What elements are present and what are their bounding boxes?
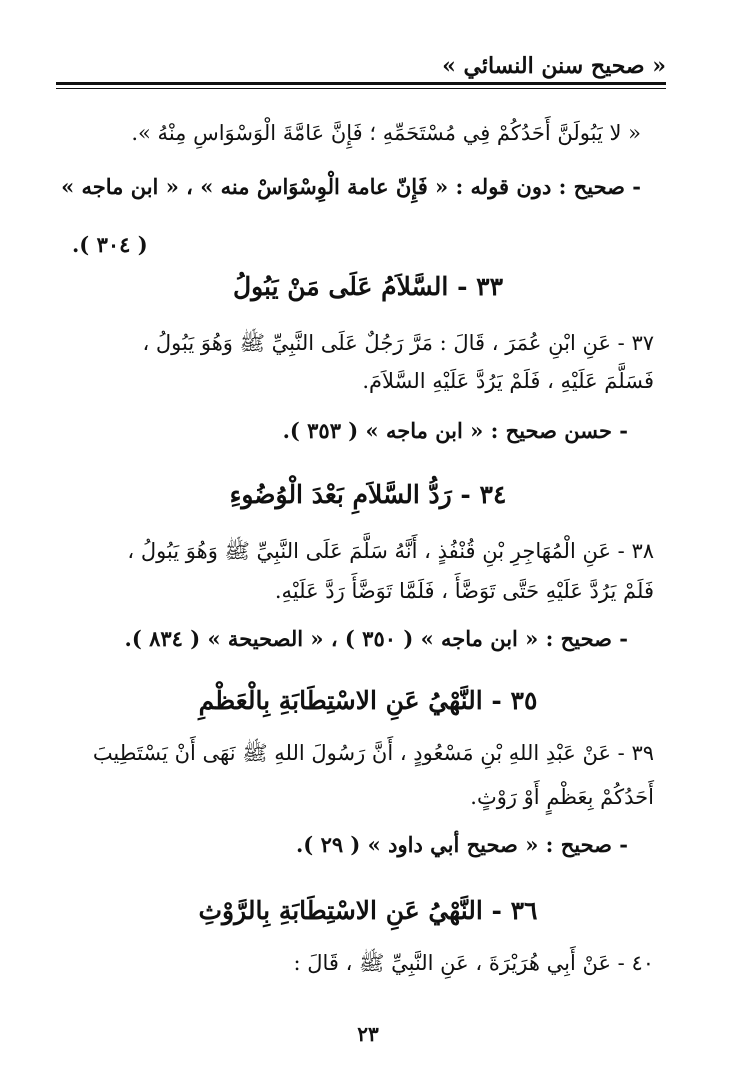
hadith36-text-line1: « لا يَبُولَنَّ أَحَدُكُمْ فِي مُسْتَحَمِّهِ ؛ فَإِنَّ عَامَّةَ الْوَسْوَاسِ مِنْهُ ». xyxy=(131,121,641,145)
hadith38-text-line2: فَلَمْ يَرُدَّ عَلَيْهِ حَتَّى تَوَضَّأَ ، فَلَمَّا تَوَضَّأَ رَدَّ عَلَيْهِ. xyxy=(274,579,654,603)
hadith36-grade-line2: ( ٣٠٤ ). xyxy=(72,232,148,257)
header-rule-thin xyxy=(56,88,666,89)
header-rule-thick xyxy=(56,82,666,85)
chapter-33-heading: ٣٣ - السَّلاَمُ عَلَى مَنْ يَبُولُ xyxy=(232,272,504,301)
chapter-35-heading: ٣٥ - النَّهْيُ عَنِ الاسْتِطَابَةِ بِالْعَظْمِ xyxy=(198,686,538,715)
hadith39-text-line2: أَحَدُكُمْ بِعَظْمٍ أَوْ رَوْثٍ. xyxy=(470,785,654,809)
hadith39-text-line1: ٣٩ - عَنْ عَبْدِ اللهِ بْنِ مَسْعُودٍ ، أَنَّ رَسُولَ اللهِ ﷺ نَهَى أَنْ يَسْتَطِيبَ xyxy=(92,741,654,765)
hadith37-text-line2: فَسَلَّمَ عَلَيْهِ ، فَلَمْ يَرُدَّ عَلَيْهِ السَّلاَمَ. xyxy=(362,369,654,393)
header-title: « صحيح سنن النسائي » xyxy=(442,53,666,79)
hadith36-grade-line1: - صحيح : دون قوله : « فَإِنّ عامة الْوِسْوَاسْ منه » ، « ابن ماجه » xyxy=(61,174,641,199)
chapter-34-heading: ٣٤ - رَدُّ السَّلاَمِ بَعْدَ الْوُضُوءِ xyxy=(229,480,507,509)
hadith37-text-line1: ٣٧ - عَنِ ابْنِ عُمَرَ ، قَالَ : مَرَّ رَجُلٌ عَلَى النَّبِيِّ ﷺ وَهُوَ يَبُولُ ، xyxy=(142,331,654,355)
hadith38-text-line1: ٣٨ - عَنِ الْمُهَاجِرِ بْنِ قُنْفُذٍ ، أَنَّهُ سَلَّمَ عَلَى النَّبِيِّ ﷺ وَهُوَ يَبُولُ ، xyxy=(127,539,654,563)
hadith40-text-line1: ٤٠ - عَنْ أَبِي هُرَيْرَةَ ، عَنِ النَّبِيِّ ﷺ ، قَالَ : xyxy=(293,951,654,975)
hadith39-grade: - صحيح : « صحيح أبي داود » ( ٢٩ ). xyxy=(296,832,628,857)
hadith37-grade: - حسن صحيح : « ابن ماجه » ( ٣٥٣ ). xyxy=(282,418,628,443)
hadith38-grade: - صحيح : « ابن ماجه » ( ٣٥٠ ) ، « الصحيحة » ( ٨٣٤ ). xyxy=(124,626,628,651)
chapter-36-heading: ٣٦ - النَّهْيُ عَنِ الاسْتِطَابَةِ بِالرَّوْثِ xyxy=(198,896,538,925)
page-number: ٢٣ xyxy=(357,1022,379,1046)
running-header xyxy=(56,52,666,86)
